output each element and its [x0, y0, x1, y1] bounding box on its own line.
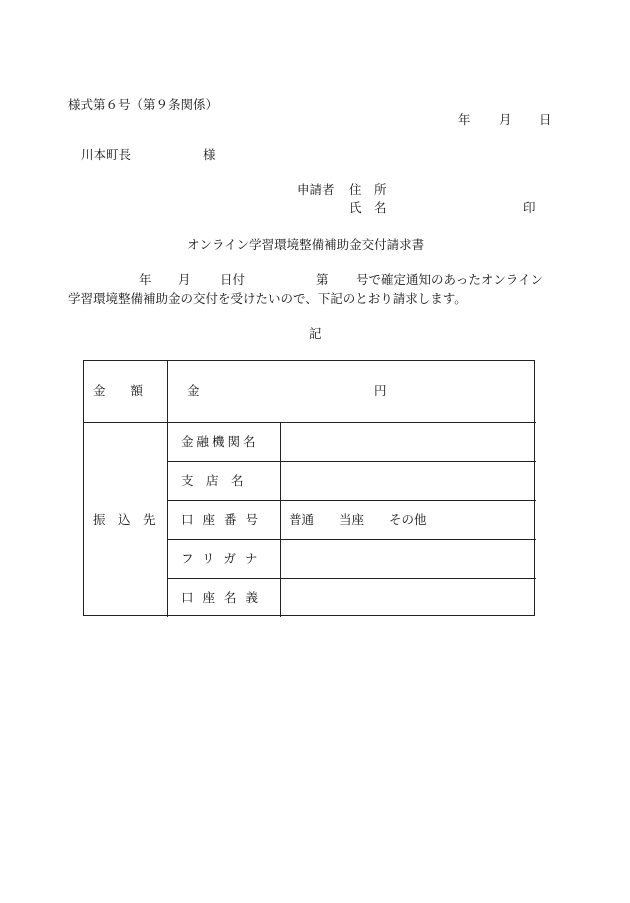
amount-label: 金 額 [93, 383, 144, 398]
body-line1-tail: 号で確定通知のあったオンライン [356, 272, 544, 287]
row-divider [168, 539, 536, 540]
account-type-options[interactable]: 普通 当座 その他 [289, 512, 427, 527]
row-divider [84, 422, 536, 423]
furigana-label: フリガナ [181, 551, 267, 566]
body-number-prefix: 第 [316, 272, 329, 287]
date-day-label: 日 [539, 112, 552, 127]
applicant-seal: 印 [523, 200, 536, 215]
date-year-label: 年 [458, 112, 471, 127]
transfer-label: 振 込 先 [93, 512, 156, 527]
form-number: 様式第６号（第９条関係） [68, 97, 219, 112]
addressee-honorific: 様 [203, 147, 216, 162]
body-year: 年 [139, 272, 152, 287]
column-divider [167, 361, 168, 617]
account-number-label: 口座番号 [181, 512, 268, 527]
applicant-name-label: 氏 名 [349, 200, 387, 215]
claim-table [83, 360, 535, 616]
body-month: 月 [178, 272, 191, 287]
ki-label: 記 [309, 326, 322, 341]
body-line2: 学習環境整備補助金の交付を受けたいので、下記のとおり請求します。 [68, 291, 467, 306]
row-divider [168, 500, 536, 501]
row-divider [168, 578, 536, 579]
bank-name-label: 金融機関名 [181, 434, 259, 449]
column-divider [280, 422, 281, 617]
branch-name-label: 支 店 名 [181, 473, 244, 488]
amount-unit: 円 [374, 383, 387, 398]
date-month-label: 月 [499, 112, 512, 127]
addressee-name: 川本町長 [81, 147, 132, 162]
body-day-attached: 日付 [220, 272, 246, 287]
document-title: オンライン学習環境整備補助金交付請求書 [187, 237, 425, 252]
row-divider [168, 461, 536, 462]
account-holder-label: 口座名義 [181, 590, 268, 605]
amount-prefix: 金 [187, 383, 200, 398]
applicant-label: 申請者 [297, 182, 335, 197]
applicant-address-label: 住 所 [349, 182, 387, 197]
